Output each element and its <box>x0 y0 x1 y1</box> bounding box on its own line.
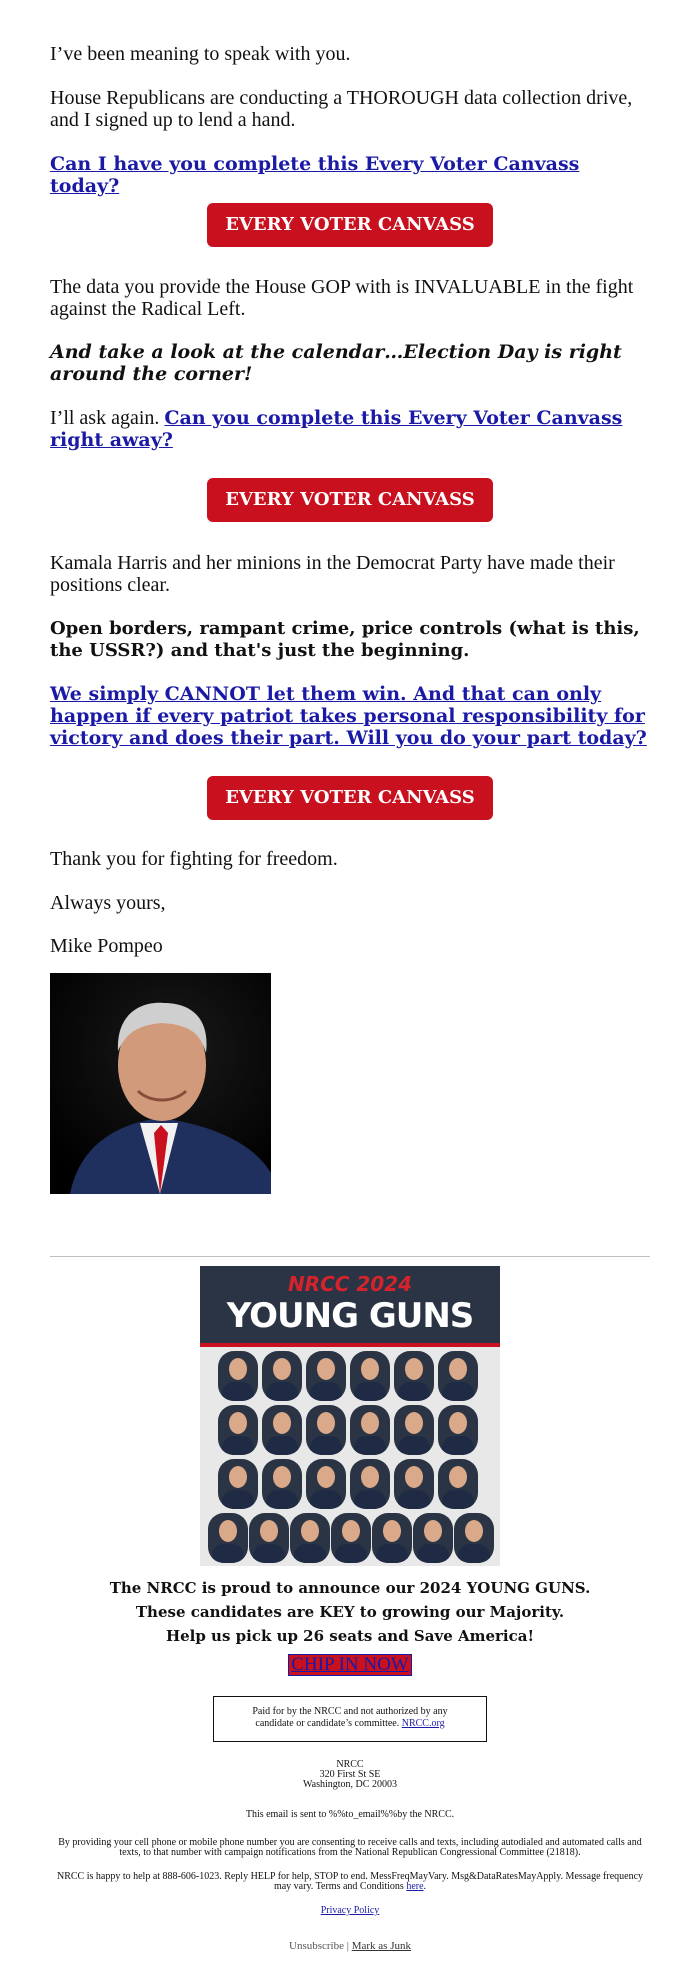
always-yours-line: Always yours, <box>50 892 166 914</box>
footer-street: 320 First St SE <box>319 1769 381 1780</box>
young-guns-title-main: YOUNG GUNS <box>226 1296 474 1336</box>
candidate-portrait <box>438 1351 478 1401</box>
young-guns-announce-1: The NRCC is proud to announce our 2024 YOUNG GUNS. <box>109 1579 591 1597</box>
candidate-portrait <box>394 1459 434 1509</box>
canvass-button-1[interactable]: EVERY VOTER CANVASS <box>207 203 493 247</box>
ask-again-text: I’ll ask again. <box>50 407 160 429</box>
candidate-portrait <box>208 1513 248 1563</box>
unsubscribe-link[interactable]: Unsubscribe <box>289 1940 344 1952</box>
candidate-portrait <box>262 1405 302 1455</box>
chip-in-now-button[interactable]: CHIP IN NOW <box>288 1654 412 1676</box>
invaluable-paragraph: The data you provide the House GOP with is INVALUABLE in the fight against the Radical Left. <box>50 276 634 320</box>
canvass-link-1[interactable]: Can I have you complete this Every Voter Canvass today? <box>50 153 580 197</box>
candidate-portrait <box>218 1351 258 1401</box>
intro-line: I’ve been meaning to speak with you. <box>50 43 351 65</box>
harris-paragraph: Kamala Harris and her minions in the Democrat Party have made their positions clear. <box>50 552 615 596</box>
privacy-policy-link[interactable]: Privacy Policy <box>320 1905 380 1916</box>
canvass-button-3[interactable]: EVERY VOTER CANVASS <box>207 776 493 820</box>
young-guns-announce-3: Help us pick up 26 seats and Save America! <box>165 1627 535 1645</box>
footer-city: Washington, DC 20003 <box>303 1779 397 1790</box>
signature-name: Mike Pompeo <box>50 935 163 957</box>
intro-paragraph: House Republicans are conducting a THOROUGH data collection drive, and I signed up to lend a hand. <box>50 87 633 131</box>
young-guns-graphic[interactable] <box>200 1266 500 1566</box>
footer-help-period: . <box>423 1881 427 1892</box>
footer-org: NRCC <box>336 1759 364 1770</box>
canvass-link-2[interactable]: Can you complete this Every Voter Canvass right away? <box>50 407 623 451</box>
candidate-portrait <box>454 1513 494 1563</box>
election-day-emphasis: And take a look at the calendar…Election Day is right around the corner! <box>50 341 622 385</box>
candidate-portrait <box>290 1513 330 1563</box>
candidate-portrait <box>218 1405 258 1455</box>
candidate-portrait <box>218 1459 258 1509</box>
candidate-portrait <box>372 1513 412 1563</box>
terms-link[interactable]: here <box>406 1881 424 1892</box>
candidate-portrait <box>249 1513 289 1563</box>
candidate-portrait <box>306 1351 346 1401</box>
young-guns-red-stripe <box>200 1343 500 1347</box>
do-your-part-link[interactable]: We simply CANNOT let them win. And that can only happen if every patriot takes personal responsibility for victory and does their part. Will you do your part today? <box>50 683 647 749</box>
nrcc-org-link[interactable]: NRCC.org <box>401 1718 445 1729</box>
young-guns-announce-2: These candidates are KEY to growing our Majority. <box>135 1603 565 1621</box>
footer-help: NRCC is happy to help at 888-606-1023. Reply HELP for help, STOP to end. MessFreqMayVary. Msg&DataRatesMayApply. Message frequency may vary. Terms and Conditions <box>56 1871 644 1892</box>
candidate-portrait <box>331 1513 371 1563</box>
candidate-portrait <box>350 1459 390 1509</box>
paid-for-box <box>213 1696 487 1742</box>
footer-separator: | <box>346 1940 349 1952</box>
candidate-portrait <box>413 1513 453 1563</box>
candidate-portrait <box>438 1459 478 1509</box>
candidate-portrait <box>262 1459 302 1509</box>
candidate-portrait <box>306 1459 346 1509</box>
candidate-portrait <box>394 1405 434 1455</box>
candidate-portrait <box>306 1405 346 1455</box>
young-guns-title-top: NRCC 2024 <box>287 1272 413 1296</box>
candidate-portrait <box>394 1351 434 1401</box>
paid-for-text: Paid for by the NRCC and not authorized by any candidate or candidate’s committee. <box>252 1706 448 1729</box>
mark-as-junk-link[interactable]: Mark as Junk <box>351 1940 411 1952</box>
candidate-portrait <box>350 1405 390 1455</box>
candidate-portrait <box>262 1351 302 1401</box>
mike-pompeo-photo <box>50 973 271 1194</box>
canvass-button-2[interactable]: EVERY VOTER CANVASS <box>207 478 493 522</box>
footer-sent-to: This email is sent to %%to_email%%by the NRCC. <box>245 1809 455 1820</box>
footer-consent: By providing your cell phone or mobile phone number you are consenting to receive calls and texts, including autodialed and automated calls and texts, to that number with campaign notifications from the National Republican Congressional Committee (21818). <box>58 1837 642 1858</box>
candidate-portrait <box>438 1405 478 1455</box>
open-borders-bold: Open borders, rampant crime, price controls (what is this, the USSR?) and that's just the beginning. <box>50 618 640 661</box>
divider <box>50 1256 650 1257</box>
candidate-portrait <box>350 1351 390 1401</box>
thanks-line: Thank you for fighting for freedom. <box>50 848 338 870</box>
